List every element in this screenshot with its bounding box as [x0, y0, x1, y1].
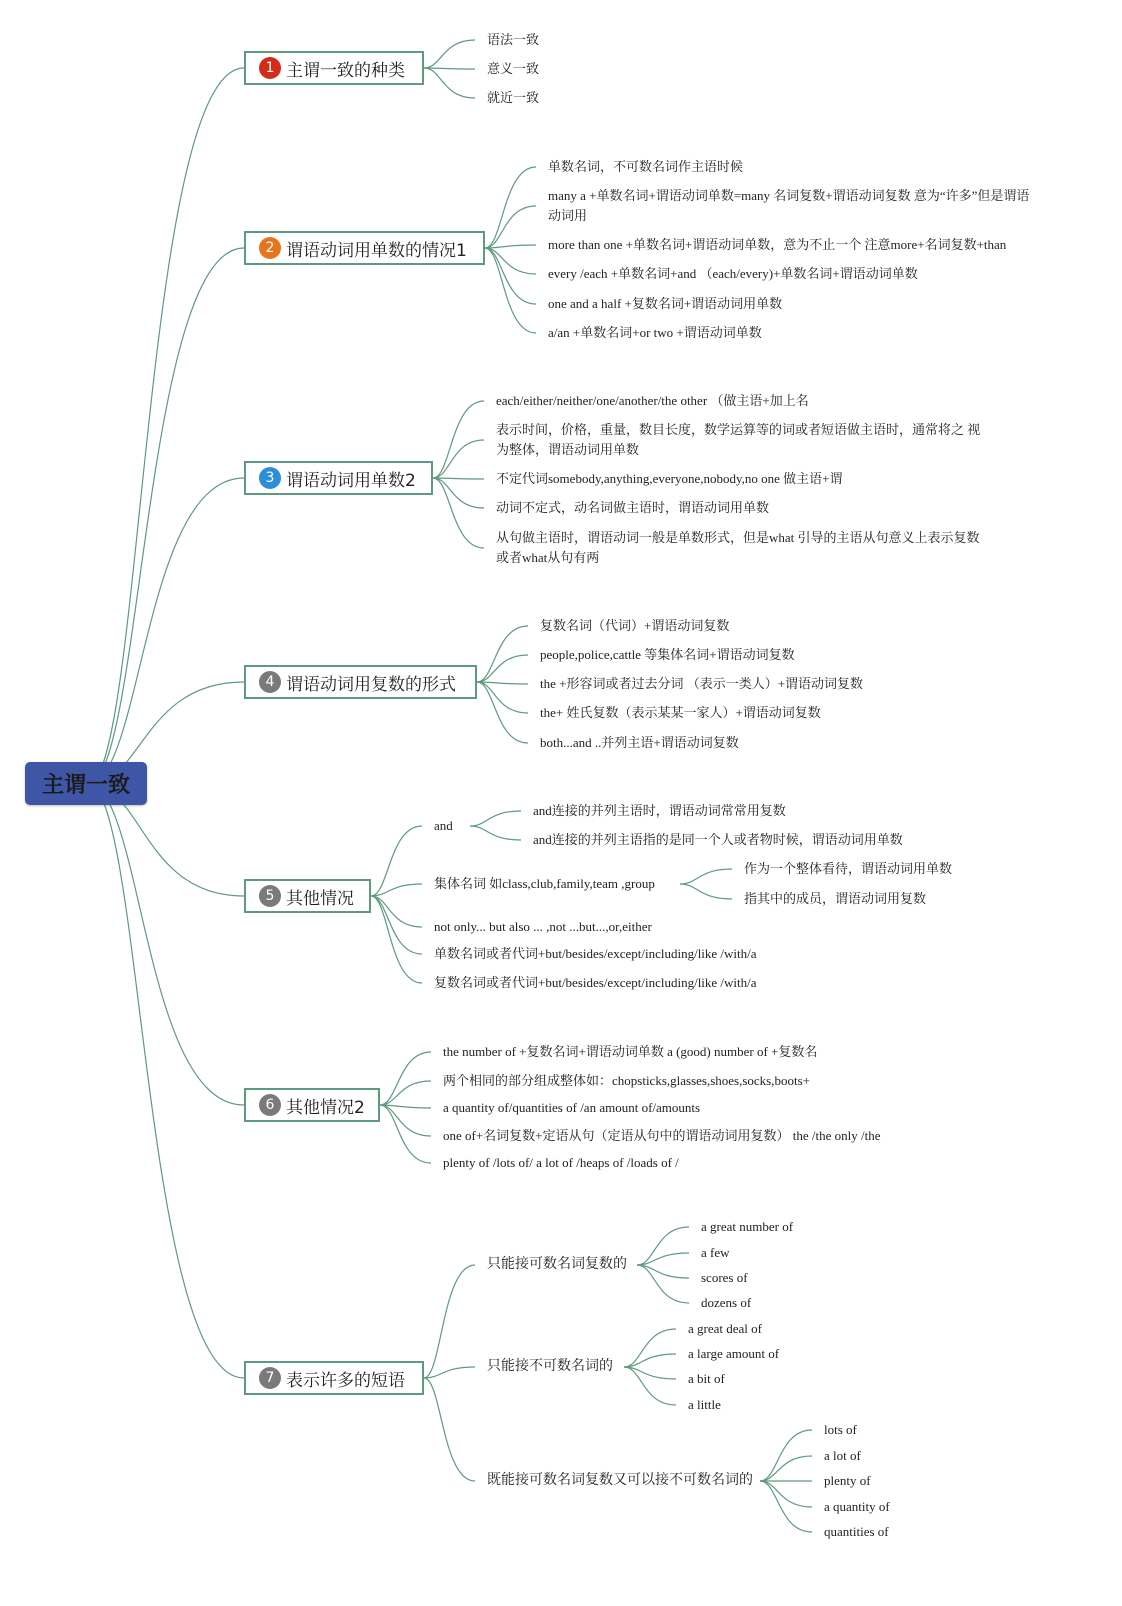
- connector-line: [424, 68, 475, 98]
- topic-5[interactable]: [244, 879, 371, 913]
- number-3-badge: 3: [259, 467, 281, 489]
- leaf-item: and连接的并列主语指的是同一个人或者物时候，谓语动词用单数: [533, 832, 903, 847]
- topic-4[interactable]: [244, 665, 477, 699]
- leaf-item: the+ 姓氏复数（表示某某一家人）+谓语动词复数: [540, 705, 821, 720]
- connector-line: [485, 167, 536, 248]
- connector-line: [433, 478, 484, 548]
- leaf-item: 语法一致: [487, 32, 540, 47]
- leaf-item: one of+名词复数+定语从句（定语从句中的谓语动词用复数） the /the only /the: [443, 1128, 881, 1143]
- number-1-badge: 1: [259, 57, 281, 79]
- leaf-item: lots of: [824, 1422, 857, 1437]
- connector-line: [380, 1052, 431, 1105]
- leaf-item: the +形容词或者过去分词 （表示一类人）+谓语动词复数: [540, 676, 864, 691]
- connector-line: [624, 1354, 676, 1367]
- leaf-item: 两个相同的部分组成整体如：chopsticks,glasses,shoes,socks,boots+: [443, 1073, 810, 1088]
- connector-line: [371, 896, 422, 954]
- leaf-item: 作为一个整体看待，谓语动词用单数: [744, 861, 953, 876]
- connector-line: [433, 401, 484, 478]
- leaf-item: 不定代词somebody,anything,everyone,nobody,no one 做主语+谓: [496, 471, 843, 486]
- leaf-item: plenty of /lots of/ a lot of /heaps of /loads of /: [443, 1155, 679, 1170]
- leaf-item: a few: [701, 1245, 730, 1260]
- leaf-item: dozens of: [701, 1295, 752, 1310]
- leaf-item: a lot of: [824, 1448, 861, 1463]
- root-topic[interactable]: [25, 762, 147, 805]
- number-5-badge: 5: [259, 885, 281, 907]
- topic-label: 谓语动词用单数2: [286, 470, 416, 491]
- leaf-item: 表示时间，价格，重量，数目长度，数学运算等的词或者短语做主语时，通常将之 视为整体，谓语动词用单数: [496, 422, 981, 457]
- connector-line: [424, 68, 475, 69]
- connector-line: [470, 826, 521, 840]
- connector-line: [485, 248, 536, 304]
- leaf-item: 单数名词，不可数名词作主语时候: [548, 159, 744, 174]
- leaf-item: 动词不定式，动名词做主语时，谓语动词用单数: [496, 500, 770, 515]
- leaf-item: not only... but also ... ,not ...but...,or,either: [434, 919, 652, 934]
- topic-6[interactable]: [244, 1088, 380, 1122]
- topic-7[interactable]: [244, 1361, 424, 1395]
- connector-line: [424, 40, 475, 68]
- leaf-item: scores of: [701, 1270, 748, 1285]
- connector-line: [88, 68, 244, 784]
- connector-line: [470, 811, 521, 826]
- connector-line: [88, 248, 244, 784]
- leaf-item: 从句做主语时，谓语动词一般是单数形式，但是what 引导的主语从句意义上表示复数或者what从句有两: [496, 530, 980, 565]
- leaf-item: a great number of: [701, 1219, 794, 1234]
- number-6-badge: 6: [259, 1094, 281, 1116]
- subtopic-and: and: [434, 818, 453, 833]
- connector-line: [680, 884, 732, 899]
- leaf-item: a bit of: [688, 1371, 725, 1386]
- leaf-item: a quantity of: [824, 1499, 890, 1514]
- leaf-item: a large amount of: [688, 1346, 780, 1361]
- number-2-badge: 2: [259, 237, 281, 259]
- leaf-item: the number of +复数名词+谓语动词单数 a (good) number of +复数名: [443, 1044, 818, 1059]
- leaf-item: 意义一致: [487, 61, 540, 76]
- connector-line: [88, 784, 244, 1105]
- leaf-item: every /each +单数名词+and （each/every)+单数名词+谓语动词单数: [548, 266, 918, 281]
- leaf-item: people,police,cattle 等集体名词+谓语动词复数: [540, 647, 795, 662]
- leaf-item: 复数名词或者代词+but/besides/except/including/like /with/a: [434, 975, 757, 990]
- connector-line: [433, 478, 484, 479]
- leaf-item: many a +单数名词+谓语动词单数=many 名词复数+谓语动词复数 意为“许多”但是谓语动词用: [548, 188, 1030, 223]
- root-topic-label: 主谓一致: [41, 773, 130, 798]
- topic-label: 其他情况: [286, 888, 354, 909]
- leaf-item: plenty of: [824, 1473, 871, 1488]
- number-4-badge: 4: [259, 671, 281, 693]
- leaf-item: 指其中的成员，谓语动词用复数: [744, 891, 927, 906]
- connector-line: [424, 1265, 475, 1378]
- connector-line: [637, 1265, 689, 1303]
- leaf-item: 单数名词或者代词+but/besides/except/including/like /with/a: [434, 946, 757, 961]
- leaf-item: each/either/neither/one/another/the other （做主语+加上名: [496, 393, 809, 408]
- subtopic-uncountable: 只能接不可数名词的: [487, 1359, 613, 1374]
- connector-line: [424, 1378, 475, 1481]
- connector-line: [760, 1430, 812, 1481]
- connector-line: [624, 1367, 676, 1405]
- connector-line: [624, 1329, 676, 1367]
- connector-line: [380, 1105, 431, 1163]
- leaf-item: one and a half +复数名词+谓语动词用单数: [548, 296, 783, 311]
- subtopic-both: 既能接可数名词复数又可以接不可数名词的: [487, 1473, 753, 1488]
- topic-2[interactable]: [244, 231, 485, 265]
- leaf-item: a great deal of: [688, 1321, 762, 1336]
- connector-line: [637, 1253, 689, 1265]
- leaf-item: a/an +单数名词+or two +谓语动词单数: [548, 325, 762, 340]
- topic-label: 谓语动词用复数的形式: [286, 674, 456, 695]
- topic-label: 主谓一致的种类: [286, 60, 405, 81]
- connector-line: [88, 478, 244, 784]
- leaf-item: both...and ..并列主语+谓语动词复数: [540, 735, 739, 750]
- connector-line: [485, 248, 536, 333]
- connector-line: [637, 1227, 689, 1265]
- connector-line: [371, 896, 422, 983]
- connector-line: [88, 784, 244, 1378]
- topic-label: 谓语动词用单数的情况1: [286, 240, 467, 261]
- topic-label: 其他情况2: [286, 1097, 365, 1118]
- topic-3[interactable]: [244, 461, 433, 495]
- leaf-item: 就近一致: [487, 90, 540, 105]
- connector-line: [371, 826, 422, 896]
- leaf-item: more than one +单数名词+谓语动词单数，意为不止一个 注意more+名词复数+than: [548, 237, 1007, 252]
- connector-line: [477, 626, 528, 682]
- subtopic-countable: 只能接可数名词复数的: [487, 1257, 627, 1272]
- leaf-item: 复数名词（代词）+谓语动词复数: [540, 618, 730, 633]
- leaf-item: and连接的并列主语时，谓语动词常常用复数: [533, 803, 786, 818]
- topic-1[interactable]: [244, 51, 424, 85]
- leaf-item: a quantity of/quantities of /an amount of/amounts: [443, 1100, 701, 1115]
- leaf-item: quantities of: [824, 1524, 889, 1539]
- connector-line: [624, 1367, 676, 1379]
- number-7-badge: 7: [259, 1367, 281, 1389]
- topic-label: 表示许多的短语: [286, 1370, 405, 1391]
- connector-line: [680, 869, 732, 884]
- leaf-item: a little: [688, 1397, 721, 1412]
- connector-line: [637, 1265, 689, 1278]
- subtopic-collective-noun: 集体名词 如class,club,family,team ,group: [434, 876, 655, 891]
